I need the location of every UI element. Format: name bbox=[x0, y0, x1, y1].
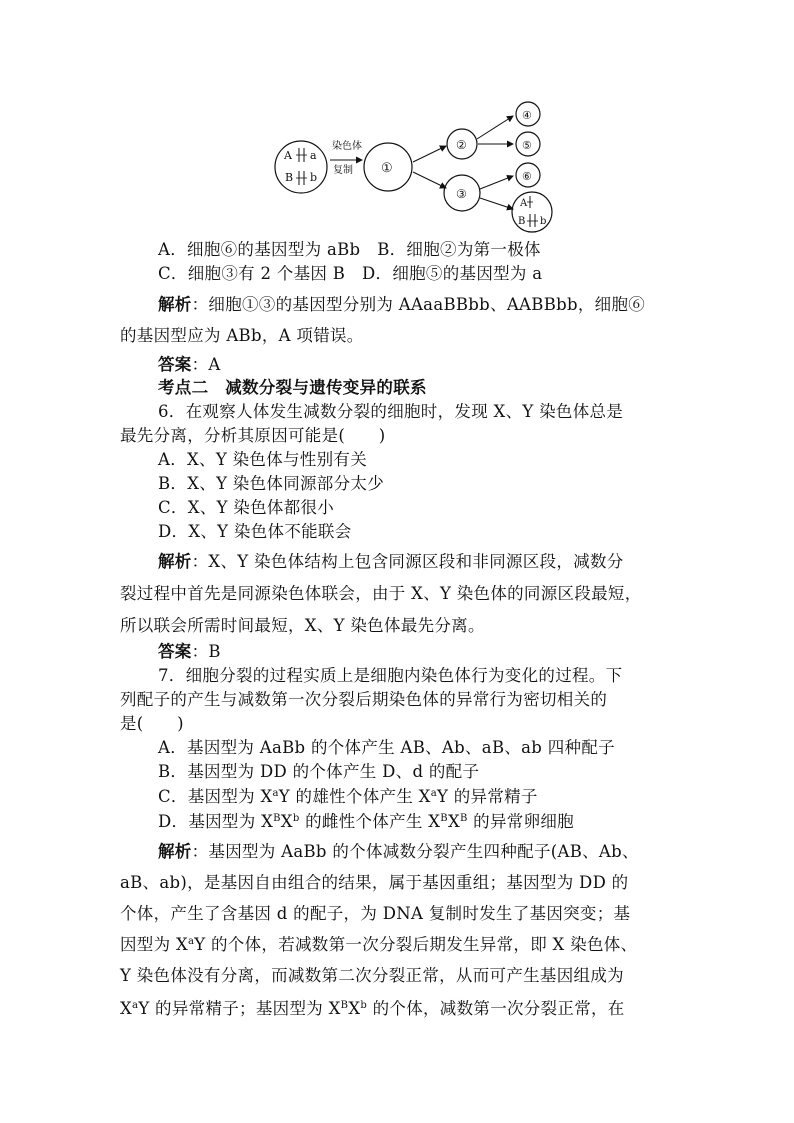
analysis-label: 解析 bbox=[158, 295, 192, 314]
q6-option-a: A．X、Y 染色体与性别有关 bbox=[158, 450, 367, 469]
q7-stem-line1: 7．细胞分裂的过程实质上是细胞内染色体行为变化的过程。下 bbox=[158, 666, 623, 685]
svg-text:a: a bbox=[310, 149, 317, 162]
analysis-label: 解析 bbox=[158, 552, 192, 571]
q5-options-row1 bbox=[158, 238, 541, 262]
arrow-label-top: 染色体 bbox=[332, 141, 362, 152]
q6-option-b: B．X、Y 染色体同源部分太少 bbox=[158, 474, 385, 493]
q5-option-c: C．细胞③有 2 个基因 B bbox=[158, 264, 346, 283]
q5-analysis-line2: 的基因型应为 ABb，A 项错误。 bbox=[120, 326, 364, 345]
q6-answer: 答案：B bbox=[158, 642, 221, 661]
q5-answer: 答案：A bbox=[158, 355, 221, 374]
q7-option-a: A．基因型为 AaBb 的个体产生 AB、Ab、aB、ab 四种配子 bbox=[158, 738, 615, 757]
svg-text:b: b bbox=[540, 216, 547, 227]
q7-analysis-line2: aB、ab)，是基因自由组合的结果，属于基因重组；基因型为 DD 的 bbox=[120, 873, 629, 892]
q7-analysis-line6: $X^aY$ 的异常精子；基因型为 $X^BX^b$ 的个体，减数第一次分裂正常，在 bbox=[120, 999, 625, 1018]
svg-text:B: B bbox=[285, 171, 294, 184]
q5-option-d: D．细胞⑤的基因型为 a bbox=[362, 264, 543, 283]
svg-text:④: ④ bbox=[522, 109, 532, 122]
q7-analysis-line1: 解析：基因型为 AaBb 的个体减数分裂产生四种配子(AB、Ab、 bbox=[158, 842, 639, 861]
svg-text:⑤: ⑤ bbox=[522, 139, 532, 152]
svg-text:①: ① bbox=[381, 161, 393, 176]
answer-label: 答案 bbox=[158, 355, 192, 374]
svg-text:b: b bbox=[310, 171, 318, 184]
q6-stem-line2: 最先分离，分析其原因可能是( ) bbox=[120, 426, 386, 445]
q6-stem-line1: 6．在观察人体发生减数分裂的细胞时，发现 X、Y 染色体总是 bbox=[158, 402, 624, 421]
arrow-label-bottom: 复制 bbox=[333, 165, 353, 176]
q6-analysis-line3: 所以联会所需时间最短，X、Y 染色体最先分离。 bbox=[120, 616, 485, 635]
q7-analysis-line5: Y 染色体没有分离，而减数第二次分裂正常，从而可产生基因组成为 bbox=[120, 966, 624, 985]
meiosis-diagram bbox=[270, 96, 560, 236]
svg-text:③: ③ bbox=[456, 187, 467, 201]
q7-analysis-line3: 个体，产生了含基因 d 的配子，为 DNA 复制时发生了基因突变；基 bbox=[120, 904, 631, 923]
q7-option-c: C．基因型为 $X^aY$ 的雄性个体产生 $X^aY$ 的异常精子 bbox=[158, 787, 538, 806]
q7-stem-line3: 是( ) bbox=[120, 714, 184, 733]
q6-analysis-line2: 裂过程中首先是同源染色体联会，由于 X、Y 染色体的同源区段最短， bbox=[120, 584, 642, 603]
q7-option-d: D．基因型为 $X^BX^b$ 的雌性个体产生 $X^BX^B$ 的异常卵细胞 bbox=[158, 812, 574, 831]
q5-analysis-line1: 解析：细胞①③的基因型分别为 AAaaBBbb、AABBbb，细胞⑥ bbox=[158, 295, 646, 314]
svg-text:A: A bbox=[284, 149, 292, 162]
q7-option-b: B．基因型为 DD 的个体产生 D、d 的配子 bbox=[158, 762, 480, 781]
q6-option-d: D．X、Y 染色体不能联会 bbox=[158, 522, 352, 541]
start-cell bbox=[275, 141, 327, 193]
answer-label: 答案 bbox=[158, 642, 192, 661]
q7-stem-line2: 列配子的产生与减数第一次分裂后期染色体的异常行为密切相关的 bbox=[120, 690, 608, 709]
svg-text:A: A bbox=[520, 198, 528, 209]
q5-option-a: A．细胞⑥的基因型为 aBb bbox=[158, 240, 361, 259]
q5-option-b: B．细胞②为第一极体 bbox=[377, 240, 541, 259]
q5-options-row2 bbox=[158, 262, 542, 286]
svg-text:②: ② bbox=[456, 138, 467, 152]
q6-analysis-line1: 解析：X、Y 染色体结构上包含同源区段和非同源区段，减数分 bbox=[158, 552, 624, 571]
q6-option-c: C．X、Y 染色体都很小 bbox=[158, 498, 335, 517]
svg-text:B: B bbox=[518, 216, 526, 227]
q7-analysis-line4: 因型为 $X^aY$ 的个体，若减数第一次分裂后期发生异常，即 X 染色体、 bbox=[120, 935, 638, 954]
analysis-label: 解析 bbox=[158, 842, 192, 861]
section-title: 考点二 减数分裂与遗传变异的联系 bbox=[158, 378, 427, 397]
last-cell bbox=[512, 192, 552, 232]
svg-text:⑥: ⑥ bbox=[522, 170, 532, 183]
